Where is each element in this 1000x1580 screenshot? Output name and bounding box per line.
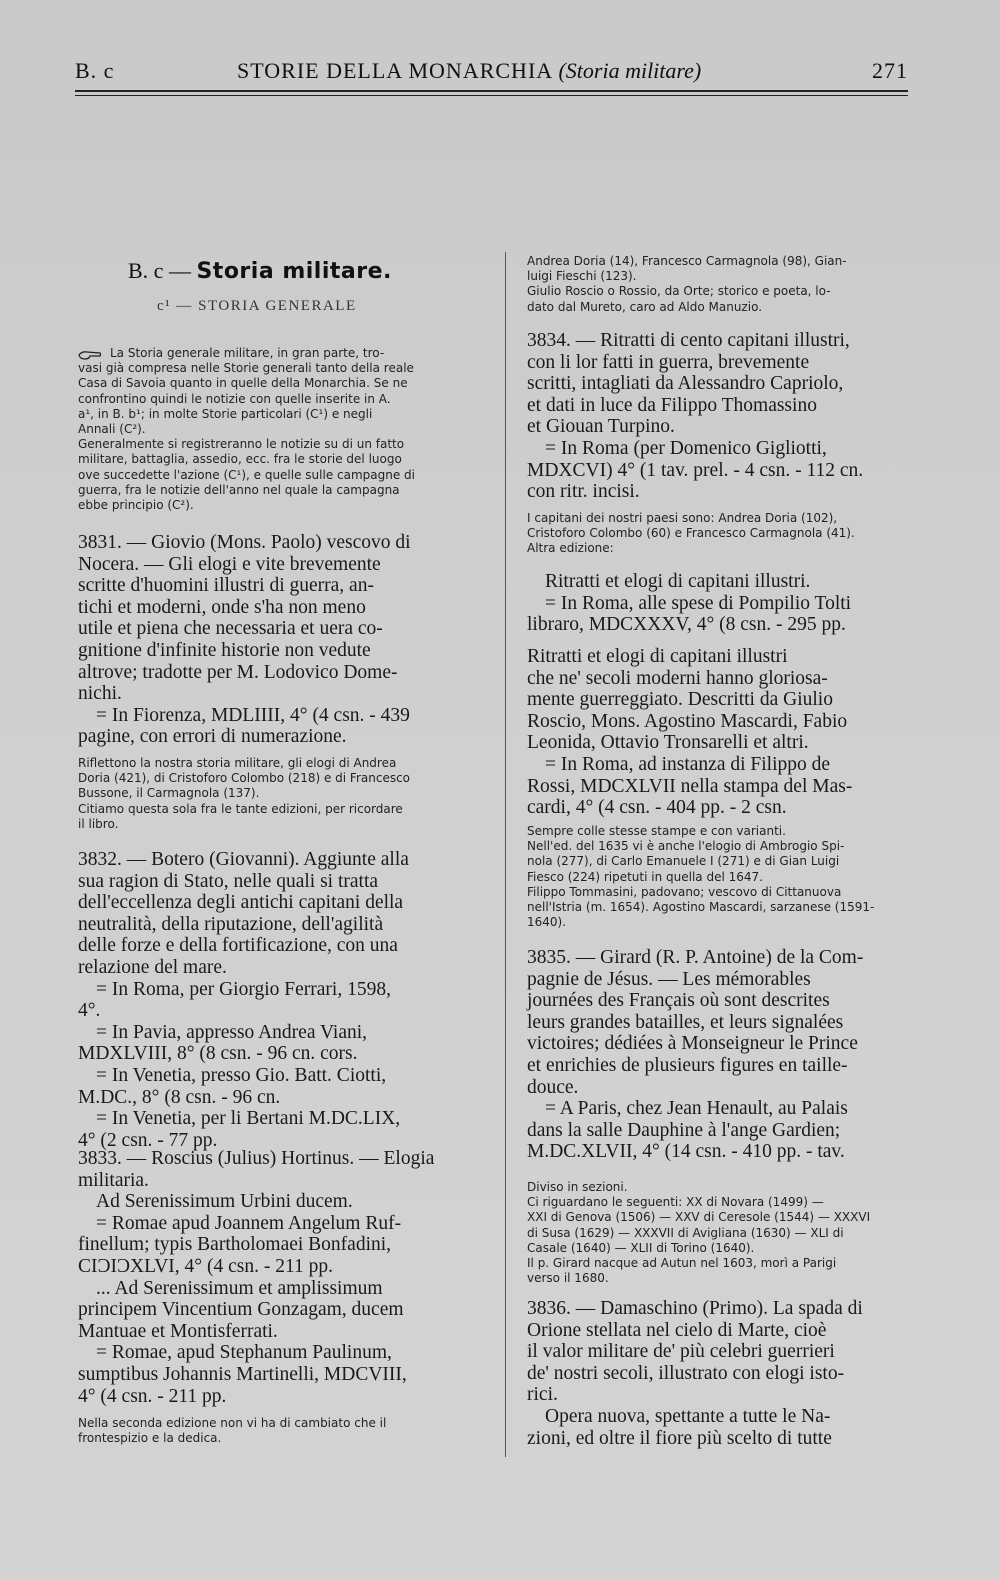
note-line: di Susa (1629) — XXXVII di Avigliana (1630) — XLI di (527, 1225, 844, 1240)
entry-3836 (527, 1298, 922, 1449)
note-line: nola (277), di Carlo Emanuele I (271) e di Gian Luigi (527, 854, 840, 869)
intro-line: guerra, fra le notizie dell'anno nel quale la campagna (78, 482, 400, 497)
entry-line: M.DC., 8° (8 csn. - 96 cn. (78, 1086, 281, 1108)
running-header (75, 54, 908, 90)
entry-line: = Romae apud Joannem Angelum Ruf- (96, 1212, 402, 1234)
entry-3834 (527, 330, 922, 503)
entry-line: = In Roma (per Domenico Gigliotti, (545, 437, 827, 459)
entry-line: et Giouan Turpino. (527, 416, 675, 438)
note-line: I capitani dei nostri paesi sono: Andrea Doria (102), (527, 511, 838, 525)
entry-line: nichi. (78, 683, 122, 705)
entry-line: Roscio, Mons. Agostino Mascardi, Fabio (527, 710, 848, 732)
entry-line: ... Ad Serenissimum et amplissimum (96, 1277, 383, 1299)
entry-line: MDXCVI) 4° (1 tav. prel. - 4 csn. - 112 cn. (527, 459, 864, 481)
entry-line: M.DC.XLVII, 4° (14 csn. - 410 pp. - tav. (527, 1141, 845, 1163)
entry-3831 (78, 532, 486, 748)
note-line: Bussone, il Carmagnola (137). (78, 786, 260, 801)
intro-line: Casa di Savoia quanto in quelle della Monarchia. Se ne (78, 376, 408, 391)
entry-line: 3834. — Ritratti di cento capitani illustri, (527, 330, 850, 351)
entry-3833-note (78, 1416, 483, 1446)
entry-line: il valor militare de' più celebri guerrieri (527, 1341, 835, 1363)
intro-line: ove succedette l'azione (C¹), e quelle sulle campagne di (78, 467, 416, 482)
entry-line: 3835. — Girard (R. P. Antoine) de la Com- (527, 947, 864, 968)
entry-line: = Romae, apud Stephanum Paulinum, (96, 1342, 392, 1364)
entry-line: victoires; dédiées à Monseigneur le Prince (527, 1033, 858, 1055)
entry-line: cardi, 4° (4 csn. - 404 pp. - 2 csn. (527, 797, 787, 819)
entry-line: CIƆIƆXLVI, 4° (4 csn. - 211 pp. (78, 1255, 333, 1277)
note-line: Giulio Roscio o Rossio, da Orte; storico e poeta, lo- (527, 284, 831, 299)
entry-line: 3831. — Giovio (Mons. Paolo) vescovo di (78, 532, 411, 553)
note-line: frontespizio e la dedica. (78, 1431, 222, 1446)
header-rule-thin (75, 95, 908, 96)
note-line: Doria (421), di Cristoforo Colombo (218) e di Francesco (78, 771, 411, 786)
note-line: Citiamo questa sola fra le tante edizioni, per ricordare (78, 801, 403, 816)
entry-line: = A Paris, chez Jean Henault, au Palais (545, 1098, 848, 1120)
intro-note (78, 346, 483, 513)
entry-line: con li lor fatti in guerra, brevemente (527, 351, 810, 373)
entry-3833 (78, 1148, 486, 1407)
entry-line: douce. (527, 1076, 579, 1098)
entry-3834-altra (527, 571, 922, 636)
entry-line: finellum; typis Bartholomaei Bonfadini, (78, 1234, 392, 1256)
section-heading: Storia militare. (196, 259, 392, 284)
entry-line: con ritr. incisi. (527, 481, 640, 503)
note-line: il libro. (78, 816, 119, 831)
entry-line: journées des Français où sont descrites (527, 990, 830, 1012)
subsection-title: c¹ — STORIA GENERALE (157, 298, 357, 314)
entry-line: Nocera. — Gli elogi e vite brevemente (78, 553, 381, 575)
entry-line: = In Roma, per Giorgio Ferrari, 1598, (96, 978, 391, 1000)
entry-line: militaria. (78, 1169, 149, 1191)
entry-line: gnitione d'infinite historie non vedute (78, 639, 371, 661)
entry-line: = In Roma, alle spese di Pompilio Tolti (545, 592, 852, 614)
entry-line: sumptibus Johannis Martinelli, MDCVIII, (78, 1363, 407, 1385)
entry-line: 4° (4 csn. - 211 pp. (78, 1385, 227, 1407)
note-line: verso il 1680. (527, 1271, 609, 1286)
note-line: XXI di Genova (1506) — XXV di Ceresole (1544) — XXXVI (527, 1210, 871, 1225)
note-line: Ci riguardano le seguenti: XX di Novara (1499) — (527, 1195, 824, 1210)
entry-line: = In Roma, ad instanza di Filippo de (545, 753, 831, 775)
entry-line: principem Vincentium Gonzagam, ducem (78, 1299, 404, 1321)
entry-line: Ritratti et elogi di capitani illustri. (545, 571, 811, 592)
note-line: Nella seconda edizione non vi ha di cambiato che il (78, 1416, 387, 1430)
entry-line: 4° (2 csn. - 77 pp. (78, 1129, 218, 1151)
entry-line: altrove; tradotte per M. Lodovico Dome- (78, 661, 398, 683)
entry-line: tichi et moderni, onde s'ha non meno (78, 596, 366, 618)
entry-line: neutralità, della riputazione, dell'agilità (78, 913, 384, 935)
column-divider (505, 252, 506, 1457)
note-line: Riflettono la nostra storia militare, gli elogi di Andrea (78, 756, 397, 770)
entry-line: sua ragion di Stato, nelle quali si tratta (78, 870, 379, 892)
note-line: nell'Istria (m. 1654). Agostino Mascardi, sarzanese (1591- (527, 900, 875, 915)
section-title (128, 258, 392, 284)
continued-note (527, 254, 919, 315)
entry-line: utile et piena che necessaria et uera co- (78, 618, 383, 640)
entry-line: pagine, con errori di numerazione. (78, 726, 347, 748)
entry-3835-note (527, 1180, 919, 1286)
intro-line: confrontino quindi le notizie con quelle inserite in A. (78, 391, 391, 406)
entry-line: = In Venetia, presso Gio. Batt. Ciotti, (96, 1064, 387, 1086)
intro-line: militare, battaglia, assedio, ecc. fra le storie del luogo (78, 452, 402, 467)
header-title: STORIE DELLA MONARCHIA (Storia militare) (237, 58, 702, 83)
intro-line: La Storia generale militare, in gran parte, tro- (110, 346, 385, 360)
entry-line: = In Fiorenza, MDLIIII, 4° (4 csn. - 439 (96, 704, 410, 726)
entry-line: Mantuae et Montisferrati. (78, 1320, 278, 1342)
entry-3835 (527, 947, 922, 1163)
entry-line: mente guerreggiato. Descritti da Giulio (527, 689, 833, 711)
entry-line: scritti, intagliati da Alessandro Capriolo, (527, 373, 844, 395)
entry-3832 (78, 849, 486, 1151)
entry-line: = In Pavia, appresso Andrea Viani, (96, 1021, 368, 1043)
note-line: luigi Fieschi (123). (527, 269, 637, 284)
entry-line: 4°. (78, 1000, 101, 1022)
entry-line: Opera nuova, spettante a tutte le Na- (545, 1405, 831, 1427)
pointing-hand-icon (78, 349, 102, 359)
entry-3834-ritratti-note (527, 824, 919, 930)
entry-line: libraro, MDCXXXV, 4° (8 csn. - 295 pp. (527, 614, 846, 636)
note-line: Andrea Doria (14), Francesco Carmagnola (98), Gian- (527, 254, 847, 268)
note-line: Altra edizione: (527, 541, 614, 556)
entry-line: che ne' secoli moderni hanno gloriosa- (527, 667, 828, 689)
intro-line: Generalmente si registreranno le notizie su di un fatto (78, 437, 405, 452)
entry-line: 3836. — Damaschino (Primo). La spada di (527, 1298, 863, 1319)
note-line: 1640). (527, 915, 567, 930)
entry-line: et dati in luce da Filippo Thomassino (527, 394, 817, 416)
note-line: Nell'ed. del 1635 vi è anche l'elogio di Ambrogio Spi- (527, 839, 845, 854)
header-subtitle: (Storia militare) (558, 58, 702, 83)
entry-line: relazione del mare. (78, 956, 227, 978)
note-line: Casale (1640) — XLII di Torino (1640). (527, 1240, 755, 1255)
note-line: dato dal Mureto, caro ad Aldo Manuzio. (527, 299, 763, 314)
entry-line: dans la salle Dauphine à l'ange Gardien; (527, 1119, 841, 1141)
entry-line: et enrichies de plusieurs figures en taille- (527, 1054, 848, 1076)
entry-line: = In Venetia, per li Bertani M.DC.LIX, (96, 1108, 401, 1130)
entry-line: 3833. — Roscius (Julius) Hortinus. — Elogia (78, 1148, 435, 1169)
entry-3834-note (527, 511, 919, 557)
entry-line: delle forze e della fortificazione, con una (78, 935, 398, 957)
note-line: Fiesco (224) ripetuti in quella del 1647. (527, 869, 763, 884)
entry-line: Orione stellata nel cielo di Marte, cioè (527, 1319, 827, 1341)
header-section-code: B. c (75, 58, 115, 83)
entry-line: leurs grandes batailles, et leurs signalées (527, 1011, 844, 1033)
entry-3831-note (78, 756, 483, 832)
entry-line: Ad Serenissimum Urbini ducem. (96, 1191, 353, 1213)
entry-line: MDXLVIII, 8° (8 csn. - 96 cn. cors. (78, 1043, 358, 1065)
entry-line: dell'eccellenza degli antichi capitani della (78, 892, 404, 914)
entry-line: scritte d'huomini illustri di guerra, an- (78, 575, 374, 597)
page-number: 271 (872, 58, 908, 83)
entry-3834-ritratti (527, 646, 922, 819)
intro-line: Annali (C²). (78, 422, 146, 437)
intro-line: vasi già compresa nelle Storie generali tanto della reale (78, 361, 414, 376)
intro-line: ebbe principio (C²). (78, 498, 194, 513)
note-line: Sempre colle stesse stampe e con varianti. (527, 824, 786, 838)
note-line: Cristoforo Colombo (60) e Francesco Carmagnola (41). (527, 526, 855, 541)
note-line: Il p. Girard nacque ad Autun nel 1603, morì a Parigi (527, 1256, 837, 1271)
intro-line: a¹, in B. b¹; in molte Storie particolari (C¹) e negli (78, 406, 373, 421)
entry-line: 3832. — Botero (Giovanni). Aggiunte alla (78, 849, 409, 870)
note-line: Filippo Tommasini, padovano; vescovo di Cittanuova (527, 884, 842, 899)
entry-line: pagnie de Jésus. — Les mémorables (527, 968, 811, 990)
entry-line: zioni, ed oltre il fiore più scelto di tutte (527, 1427, 832, 1449)
entry-line: Rossi, MDCXLVII nella stampa del Mas- (527, 775, 853, 797)
entry-line: rici. (527, 1384, 558, 1406)
entry-line: Leonida, Ottavio Tronsarelli et altri. (527, 732, 809, 754)
note-line: Diviso in sezioni. (527, 1180, 628, 1194)
entry-line: de' nostri secoli, illustrato con elogi isto- (527, 1362, 845, 1384)
entry-line: Ritratti et elogi di capitani illustri (527, 646, 788, 667)
header-rule-thick (75, 90, 908, 92)
section-prefix: B. c — (128, 258, 191, 283)
